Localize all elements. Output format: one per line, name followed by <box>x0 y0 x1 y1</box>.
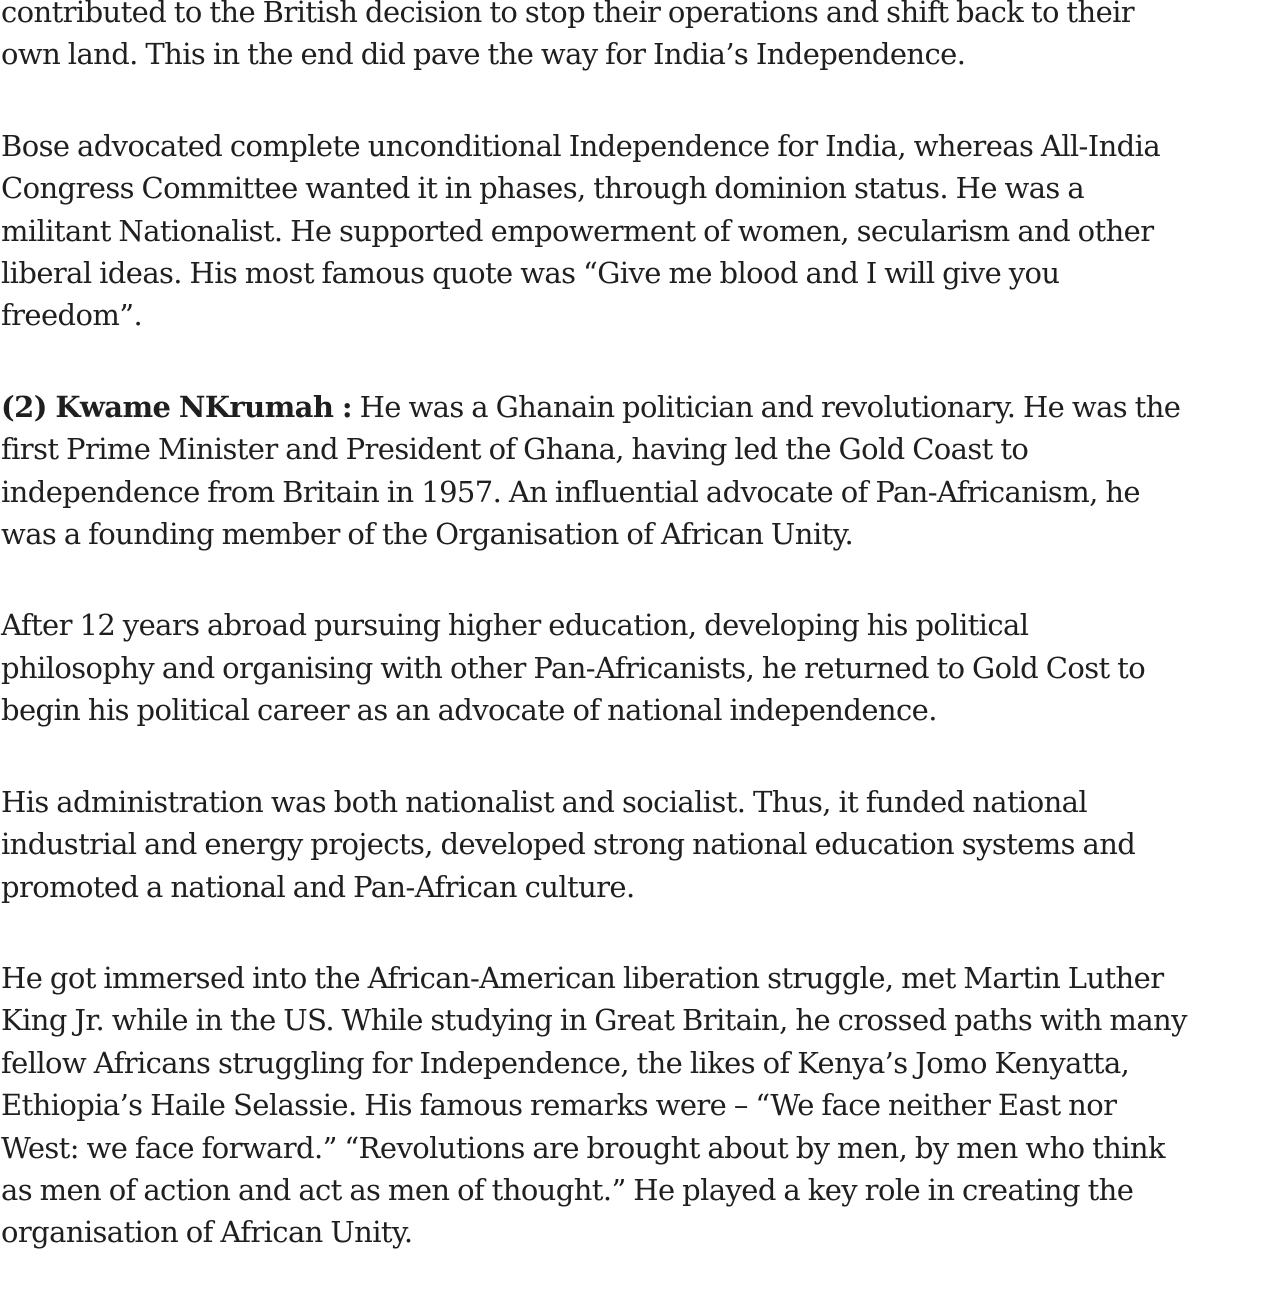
text-line: His administration was both nationalist and socialist. Thus, it funded national <box>1 784 1088 819</box>
text-line: Bose advocated complete unconditional Independence for India, whereas All-India <box>1 128 1161 163</box>
heading-continuation: He was a Ghanain politician and revolutionary. He was the <box>351 389 1181 424</box>
paragraph-bose-ideology <box>1 125 1288 337</box>
text-line: promoted a national and Pan-African culture. <box>1 869 635 904</box>
paragraph-nkrumah-abroad <box>1 604 1288 731</box>
text-line: was a founding member of the Organisation of African Unity. <box>1 517 854 552</box>
text-line: militant Nationalist. He supported empowerment of women, secularism and other <box>1 213 1154 248</box>
text-line: He got immersed into the African-American liberation struggle, met Martin Luther <box>1 960 1164 995</box>
text-line: independence from Britain in 1957. An influential advocate of Pan-Africanism, he <box>1 474 1140 509</box>
text-line: Congress Committee wanted it in phases, through dominion status. He was a <box>1 171 1085 206</box>
section-heading: (2) Kwame NKrumah : <box>1 389 352 424</box>
text-line: King Jr. while in the US. While studying in Great Britain, he crossed paths with many <box>1 1003 1187 1038</box>
text-line: liberal ideas. His most famous quote was “Give me blood and I will give you <box>1 256 1060 291</box>
text-line: industrial and energy projects, developed strong national education systems and <box>1 827 1136 862</box>
text-line: contributed to the British decision to stop their operations and shift back to their <box>1 0 1135 29</box>
paragraph-nkrumah-administration <box>1 781 1288 908</box>
text-line: first Prime Minister and President of Ghana, having led the Gold Coast to <box>1 432 1029 467</box>
text-line: After 12 years abroad pursuing higher education, developing his political <box>1 608 1029 643</box>
text-line: fellow Africans struggling for Independence, the likes of Kenya’s Jomo Kenyatta, <box>1 1045 1130 1080</box>
text-line: freedom”. <box>1 298 143 333</box>
text-line: philosophy and organising with other Pan-Africanists, he returned to Gold Cost to <box>1 650 1146 685</box>
text-line: Ethiopia’s Haile Selassie. His famous remarks were – “We face neither East nor <box>1 1088 1117 1123</box>
text-line: own land. This in the end did pave the way for India’s Independence. <box>1 37 966 72</box>
paragraph-nkrumah-intro <box>1 386 1288 556</box>
text-line: as men of action and act as men of thought.” He played a key role in creating the <box>1 1172 1134 1207</box>
text-line: West: we face forward.” “Revolutions are brought about by men, by men who think <box>1 1130 1165 1165</box>
paragraph-bose-conclusion <box>1 0 1288 76</box>
paragraph-nkrumah-struggle <box>1 957 1288 1254</box>
text-line: begin his political career as an advocate of national independence. <box>1 693 937 728</box>
text-line: organisation of African Unity. <box>1 1215 413 1250</box>
text-line <box>1 386 1288 428</box>
